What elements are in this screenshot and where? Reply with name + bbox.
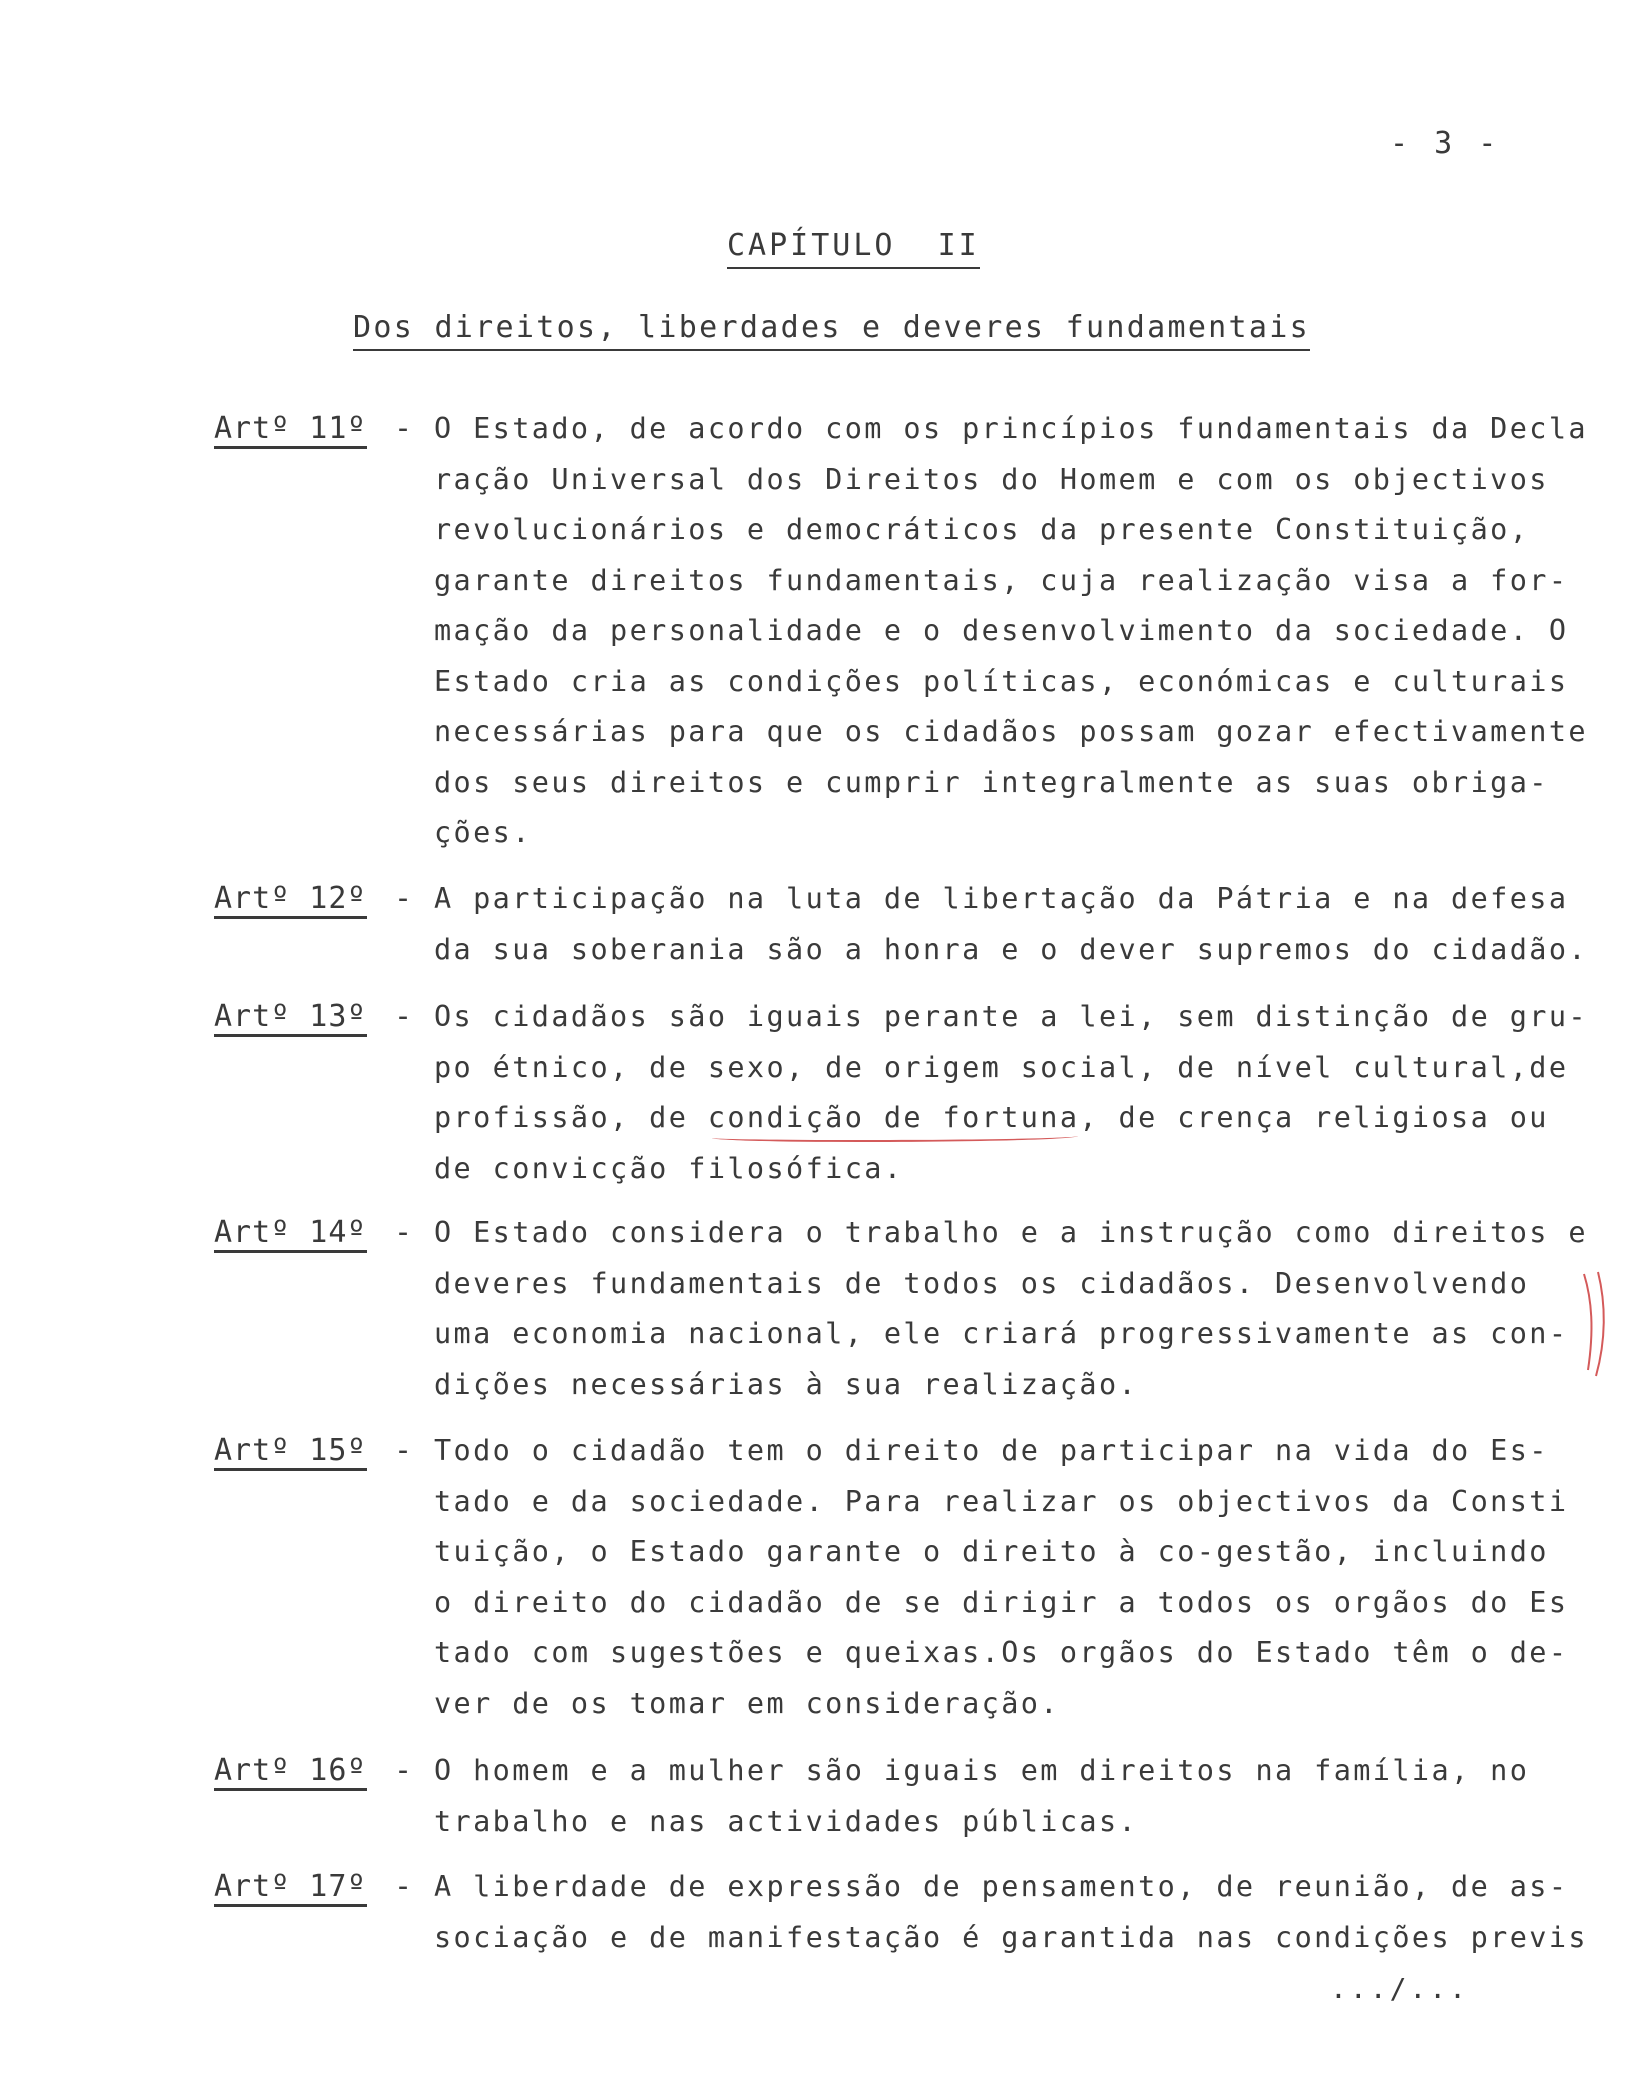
- article-label: Artº 17º: [214, 1870, 367, 1907]
- text-line: tuição, o Estado garante o direito à co-gestão, incluindo: [434, 1535, 1549, 1568]
- article-dash: -: [394, 1433, 413, 1468]
- text-line: tado com sugestões e queixas.Os orgãos do Estado têm o de-: [434, 1636, 1569, 1669]
- chapter-subtitle: Dos direitos, liberdades e deveres fundamentais: [353, 310, 1310, 351]
- text-line: Todo o cidadão tem o direito de participar na vida do Es-: [434, 1434, 1549, 1467]
- text-line: A liberdade de expressão de pensamento, de reunião, de as-: [434, 1870, 1569, 1903]
- text-line: da sua soberania são a honra e o dever supremos do cidadão.: [434, 932, 1588, 966]
- text-line: garante direitos fundamentais, cuja realização visa a for-: [434, 563, 1569, 597]
- text-line: revolucionários e democráticos da presente Constituição,: [434, 513, 1530, 546]
- article-text: [434, 412, 1624, 867]
- article-dash: -: [394, 881, 413, 916]
- text-line: necessárias para que os cidadãos possam gozar efectivamente: [434, 715, 1588, 748]
- text-line: de convicção filosófica.: [434, 1151, 904, 1185]
- text-line: po étnico, de sexo, de origem social, de nível cultural,de: [434, 1050, 1569, 1084]
- text-line: profissão, de condição de fortuna, de crença religiosa ou: [434, 1101, 1549, 1134]
- page-number: - 3 -: [1390, 126, 1501, 161]
- article-text: [434, 1870, 1624, 1971]
- continuation-mark: .../...: [1330, 1972, 1470, 2005]
- article-dash: -: [394, 1753, 413, 1788]
- text-line: mação da personalidade e o desenvolvimento da sociedade. O: [434, 614, 1569, 647]
- article-label: Artº 15º: [214, 1434, 367, 1471]
- chapter-title: CAPÍTULO II: [727, 228, 980, 269]
- article-label: Artº 16º: [214, 1754, 367, 1791]
- red-ink-margin-mark: [1578, 1270, 1618, 1380]
- text-line: ções.: [434, 816, 532, 849]
- text-line: O Estado, de acordo com os princípios fundamentais da Decla: [434, 412, 1588, 445]
- article-dash: -: [394, 1215, 413, 1250]
- article-label: Artº 14º: [214, 1216, 367, 1253]
- text-line: dições necessárias à sua realização.: [434, 1367, 1139, 1401]
- text-line: O Estado considera o trabalho e a instrução como direitos e: [434, 1216, 1588, 1249]
- text-line: O homem e a mulher são iguais em direitos na família, no: [434, 1754, 1530, 1787]
- text-line: ração Universal dos Direitos do Homem e com os objectivos: [434, 462, 1549, 496]
- text-line: Estado cria as condições políticas, económicas e culturais: [434, 664, 1569, 698]
- text-line: uma economia nacional, ele criará progressivamente as con-: [434, 1317, 1569, 1350]
- article-dash: -: [394, 411, 413, 446]
- text-line: o direito do cidadão de se dirigir a todos os orgãos do Es: [434, 1585, 1569, 1619]
- article-text: [434, 882, 1624, 983]
- article-label: Artº 12º: [214, 882, 367, 919]
- text-line: deveres fundamentais de todos os cidadãos. Desenvolvendo: [434, 1266, 1530, 1300]
- text-line: trabalho e nas actividades públicas.: [434, 1804, 1139, 1838]
- text-line: Os cidadãos são iguais perante a lei, sem distinção de gru-: [434, 1000, 1588, 1033]
- text-line: ver de os tomar em consideração.: [434, 1686, 1060, 1720]
- article-text: [434, 1434, 1624, 1737]
- article-text: [434, 1754, 1624, 1855]
- article-text: [434, 1000, 1624, 1202]
- text-line: dos seus direitos e cumprir integralmente as suas obriga-: [434, 765, 1549, 799]
- article-dash: -: [394, 999, 413, 1034]
- text-line: sociação e de manifestação é garantida nas condições previs: [434, 1920, 1588, 1954]
- text-line: A participação na luta de libertação da Pátria e na defesa: [434, 882, 1569, 915]
- article-label: Artº 13º: [214, 1000, 367, 1037]
- article-label: Artº 11º: [214, 412, 367, 449]
- text-line: tado e da sociedade. Para realizar os objectivos da Consti: [434, 1484, 1569, 1518]
- article-text: [434, 1216, 1624, 1418]
- article-dash: -: [394, 1869, 413, 1904]
